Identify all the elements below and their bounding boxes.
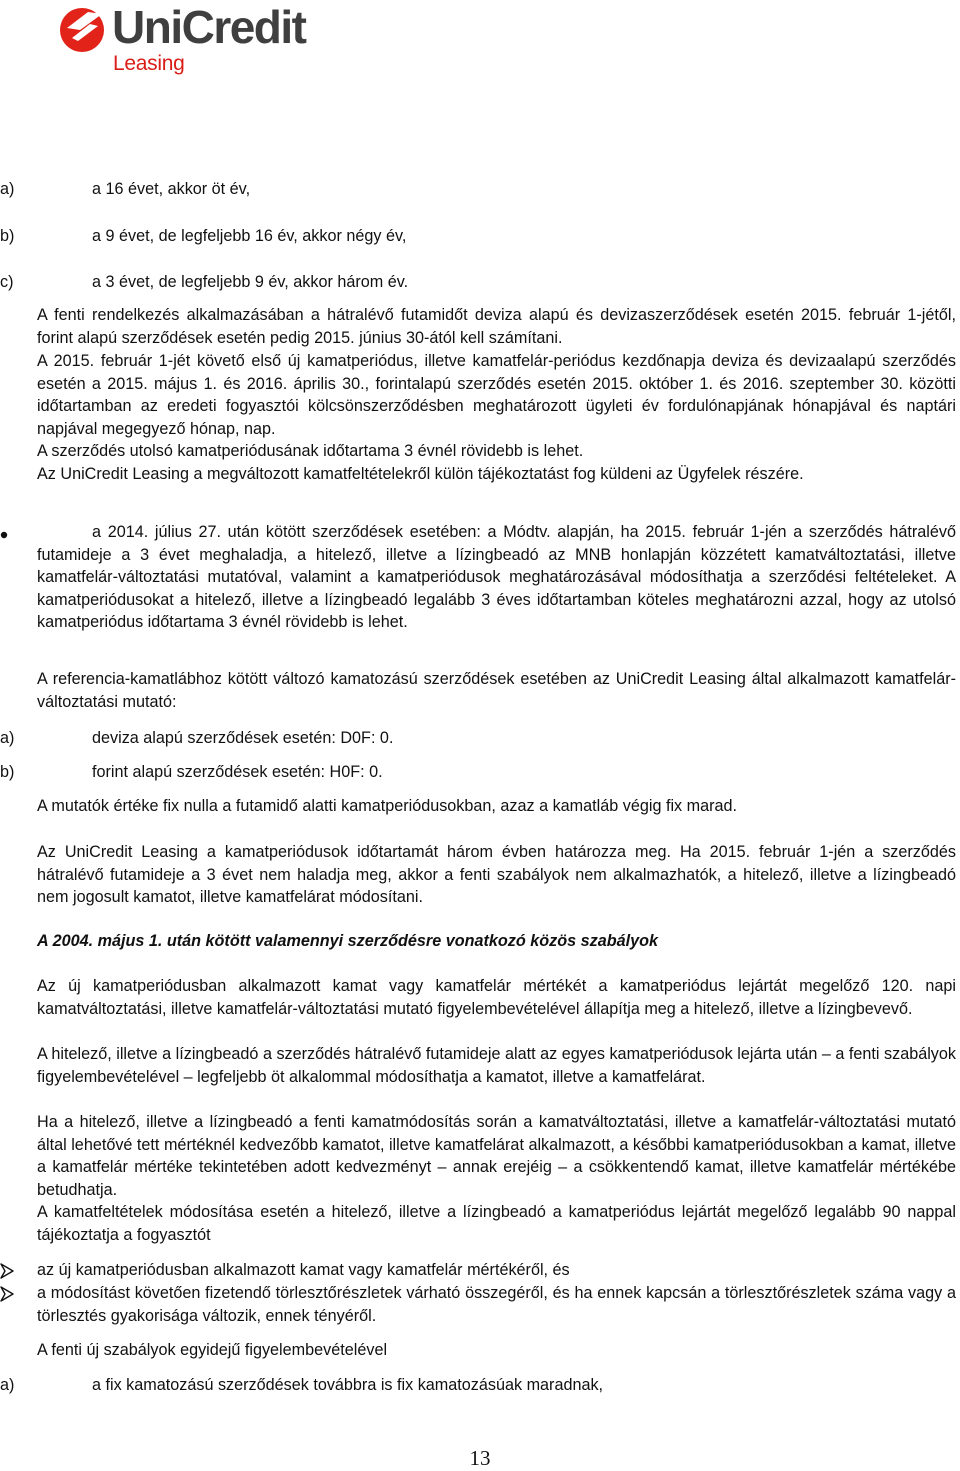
- paragraph: Az új kamatperiódusban alkalmazott kamat vagy kamatfelár mértékét a kamatperiódus lejártát megelőző 120. napi kamatváltoztatási, illetve kamatfelár-változtatási mutató figyelembevételével állapítja meg a hitelező, illetve a lízingbevevő.: [37, 977, 956, 1018]
- logo-wordmark: UniCredit: [112, 1, 306, 53]
- logo-subtitle: Leasing: [113, 52, 185, 75]
- list-marker: b): [0, 227, 15, 245]
- unicredit-logo-icon: [58, 4, 110, 56]
- arrow-list-item: a módosítást követően fizetendő törlesztőrészletek várható összegéről, és ha ennek kapcsán a törlesztőrészletek száma vagy a törlesztés gyakorisága változik, ennek tényéről.: [37, 1284, 956, 1325]
- paragraph: A kamatfeltételek módosítása esetén a hitelező, illetve a lízingbeadó a kamatperiódus lejártát megelőző legalább 90 nappal tájékoztatja a fogyasztót: [37, 1203, 956, 1244]
- paragraph: Az UniCredit Leasing a megváltozott kamatfeltételekről külön tájékoztatást fog küldeni az Ügyfelek részére.: [37, 465, 804, 483]
- list-item: a 9 évet, de legfeljebb 16 év, akkor négy év,: [92, 227, 407, 245]
- list-marker: c): [0, 273, 14, 291]
- list-item: deviza alapú szerződések esetén: D0F: 0.: [92, 729, 394, 747]
- list-item: forint alapú szerződések esetén: H0F: 0.: [92, 763, 383, 781]
- list-marker: b): [0, 763, 15, 781]
- list-item: a 16 évet, akkor öt év,: [92, 180, 251, 198]
- section-heading: A 2004. május 1. után kötött valamennyi szerződésre vonatkozó közös szabályok: [37, 932, 659, 950]
- paragraph: Ha a hitelező, illetve a lízingbeadó a fenti kamatmódosítás során a kamatváltoztatási, illetve a kamatfelár-változtatási mutató által lehetővé tett mértéknél kedvezőbb kamatot, illetve kamatfelárat alkalmazott, a későbbi kamatperiódusokban a kamat, illetve a kamatfelár mértéke tekintetében adott kedvezményt – annak erejéig – a csökkentendő kamat, illetve kamatfelár mértékébe betudhatja.: [37, 1113, 956, 1199]
- bullet-icon: [0, 524, 12, 546]
- unicredit-leasing-logo: [58, 1, 306, 82]
- paragraph: Az UniCredit Leasing a kamatperiódusok időtartamát három évben határozza meg. Ha 2015. február 1-jén a szerződés hátralévő futamideje a 3 évet nem haladja meg, akkor a fenti szabályok nem alkalmazhatók, a hitelező, illetve a lízingbeadó nem jogosult kamatot, illetve kamatfelárat módosítani.: [37, 843, 956, 907]
- list-marker: a): [0, 729, 15, 747]
- list-marker: a): [0, 180, 15, 198]
- list-item: a 3 évet, de legfeljebb 9 év, akkor három év.: [92, 273, 409, 291]
- arrow-bullet-icon: [0, 1260, 16, 1282]
- paragraph: A hitelező, illetve a lízingbeadó a szerződés hátralévő futamideje alatt az egyes kamatperiódusok lejárta után – a fenti szabályok figyelembevételével – legfeljebb öt alkalommal módosíthatja a kamatot, illetve a kamatfelárat.: [37, 1045, 956, 1086]
- page-number: 13: [469, 1446, 491, 1470]
- list-marker: a): [0, 1376, 15, 1394]
- bullet-paragraph: a 2014. július 27. után kötött szerződések esetében: a Módtv. alapján, ha 2015. február 1-jén a szerződés hátralévő futamideje a 3 évet meghaladja, a hitelező, illetve a lízingbeadó az MNB honlapján közzétett kamatváltoztatási, illetve kamatfelár-változtatási mutatóval, valamint a kamatperiódusok meghatározásával módosíthatja a szerződési feltételeket. A kamatperiódusokat a hitelező, illetve a lízingbeadó legalább 3 éves időtartamban köteles meghatározni azzal, hogy az utolsó kamatperiódus időtartama 3 évnél rövidebb is lehet.: [37, 523, 956, 632]
- paragraph: A 2015. február 1-jét követő első új kamatperiódus, illetve kamatfelár-periódus kezdőnapja deviza és devizaalapú szerződés esetén a 2015. május 1. és 2016. április 30., forintalapú szerződés esetén 2015. október 1. és 2016. szeptember 30. közötti időtartamban az eredeti fogyasztói kölcsönszerződésben meghatározott ügyleti év fordulónapjának hónapjával és naptári napjával megegyező hónap, nap.: [37, 352, 956, 438]
- arrow-bullet-icon: [0, 1283, 16, 1305]
- arrow-list-item: az új kamatperiódusban alkalmazott kamat vagy kamatfelár mértékéről, és: [37, 1261, 570, 1279]
- list-item: a fix kamatozású szerződések továbbra is fix kamatozásúak maradnak,: [92, 1376, 604, 1394]
- paragraph: A szerződés utolsó kamatperiódusának időtartama 3 évnél rövidebb is lehet.: [37, 442, 584, 460]
- paragraph: A mutatók értéke fix nulla a futamidő alatti kamatperiódusokban, azaz a kamatláb végig fix marad.: [37, 797, 738, 815]
- paragraph: A fenti rendelkezés alkalmazásában a hátralévő futamidőt deviza alapú és devizaszerződések esetén 2015. február 1-jétől, forint alapú szerződések esetén pedig 2015. június 30-ától kell számítani.: [37, 306, 956, 347]
- paragraph: A referencia-kamatlábhoz kötött változó kamatozású szerződések esetében az UniCredit Leasing által alkalmazott kamatfelár-változtatási mutató:: [37, 670, 956, 711]
- paragraph: A fenti új szabályok egyidejű figyelembevételével: [37, 1341, 388, 1359]
